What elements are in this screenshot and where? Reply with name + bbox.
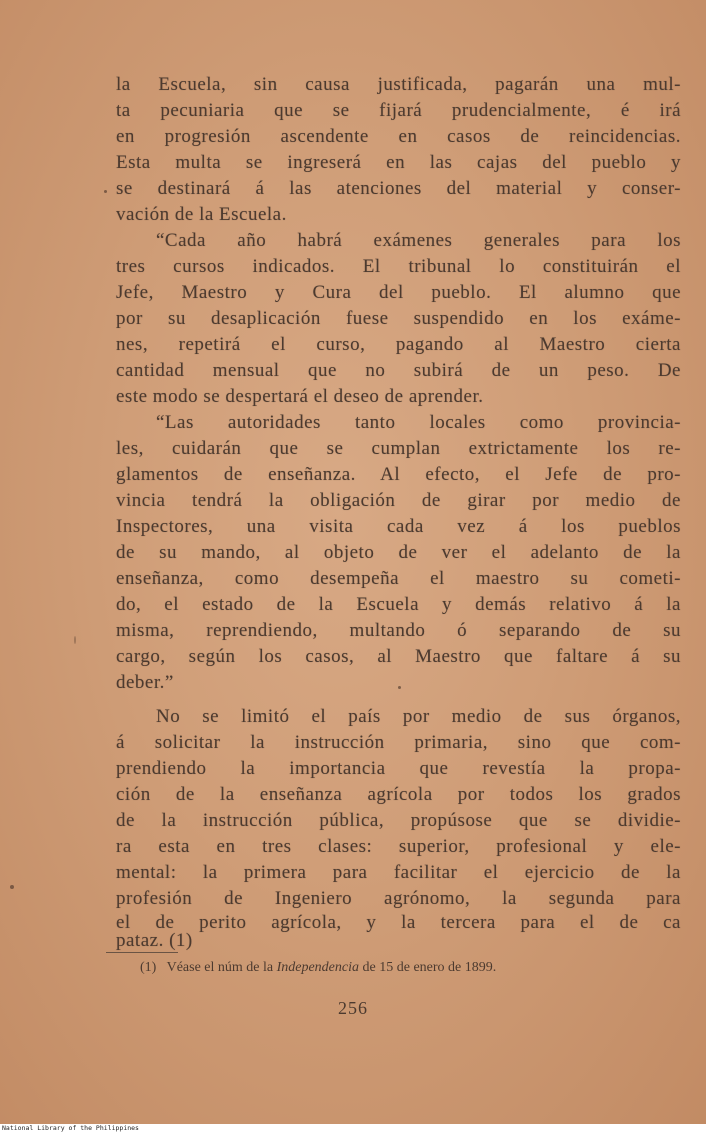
page-number: 256 [338, 998, 368, 1018]
text-line: vincia tendrá la obligación de girar por medio de [116, 490, 681, 511]
text-line: á solicitar la instrucción primaria, sino que com- [116, 732, 681, 753]
text-line: ción de la enseñanza agrícola por todos los grados [116, 784, 681, 805]
text-line: do, el estado de la Escuela y demás relativo á la [116, 594, 681, 615]
text-line: cantidad mensual que no subirá de un peso. De [116, 360, 681, 381]
text-line: “Las autoridades tanto locales como provincia- [156, 412, 681, 433]
text-line: de su mando, al objeto de ver el adelanto de la [116, 542, 681, 563]
text-line: ra esta en tres clases: superior, profesional y ele- [116, 836, 681, 857]
footnote-divider [106, 952, 178, 953]
text-line: la Escuela, sin causa justificada, pagarán una mul- [116, 74, 681, 95]
text-line: tres cursos indicados. El tribunal lo constituirán el [116, 256, 681, 277]
footnote-text: Véase el núm de la [166, 960, 274, 975]
text-line: mental: la primera para facilitar el ejercicio de la [116, 862, 681, 883]
text-line: se destinará á las atenciones del material y conser- [116, 178, 681, 199]
text-line: pataz. (1) [116, 930, 193, 951]
text-line: misma, reprendiendo, multando ó separando de su [116, 620, 681, 641]
text-line: nes, repetirá el curso, pagando al Maestro cierta [116, 334, 681, 355]
text-line: Esta multa se ingreserá en las cajas del pueblo y [116, 152, 681, 173]
footnote-date: de 15 de enero de 1899. [362, 960, 497, 975]
text-line: cargo, según los casos, al Maestro que faltare á su [116, 646, 681, 667]
footnote-marker: (1) [140, 960, 157, 975]
footnote [140, 958, 681, 978]
text-line: por su desaplicación fuese suspendido en los exáme- [116, 308, 681, 329]
text-line: enseñanza, como desempeña el maestro su cometi- [116, 568, 681, 589]
text-line: ta pecuniaria que se fijará prudencialmente, é irá [116, 100, 681, 121]
text-line: No se limitó el país por medio de sus órganos, [156, 706, 681, 727]
text-line: vación de la Escuela. [116, 204, 287, 225]
text-line: de la instrucción pública, propúsose que se dividie- [116, 810, 681, 831]
text-line: Jefe, Maestro y Cura del pueblo. El alumno que [116, 282, 681, 303]
text-line: prendiendo la importancia que revestía la propa- [116, 758, 681, 779]
text-line: el de perito agrícola, y la tercera para el de ca [116, 912, 681, 933]
footnote-title: Independencia [276, 960, 360, 975]
text-line: en progresión ascendente en casos de reincidencias. [116, 126, 681, 147]
text-line: glamentos de enseñanza. Al efecto, el Jefe de pro- [116, 464, 681, 485]
text-line: deber.” [116, 672, 174, 693]
text-line: “Cada año habrá exámenes generales para los [156, 230, 681, 251]
text-line: les, cuidarán que se cumplan extrictamente los re- [116, 438, 681, 459]
library-credit: National Library of the Philippines [2, 1124, 139, 1132]
text-line: Inspectores, una visita cada vez á los pueblos [116, 516, 681, 537]
text-line: este modo se despertará el deseo de aprender. [116, 386, 484, 407]
text-line: profesión de Ingeniero agrónomo, la segunda para [116, 888, 681, 909]
